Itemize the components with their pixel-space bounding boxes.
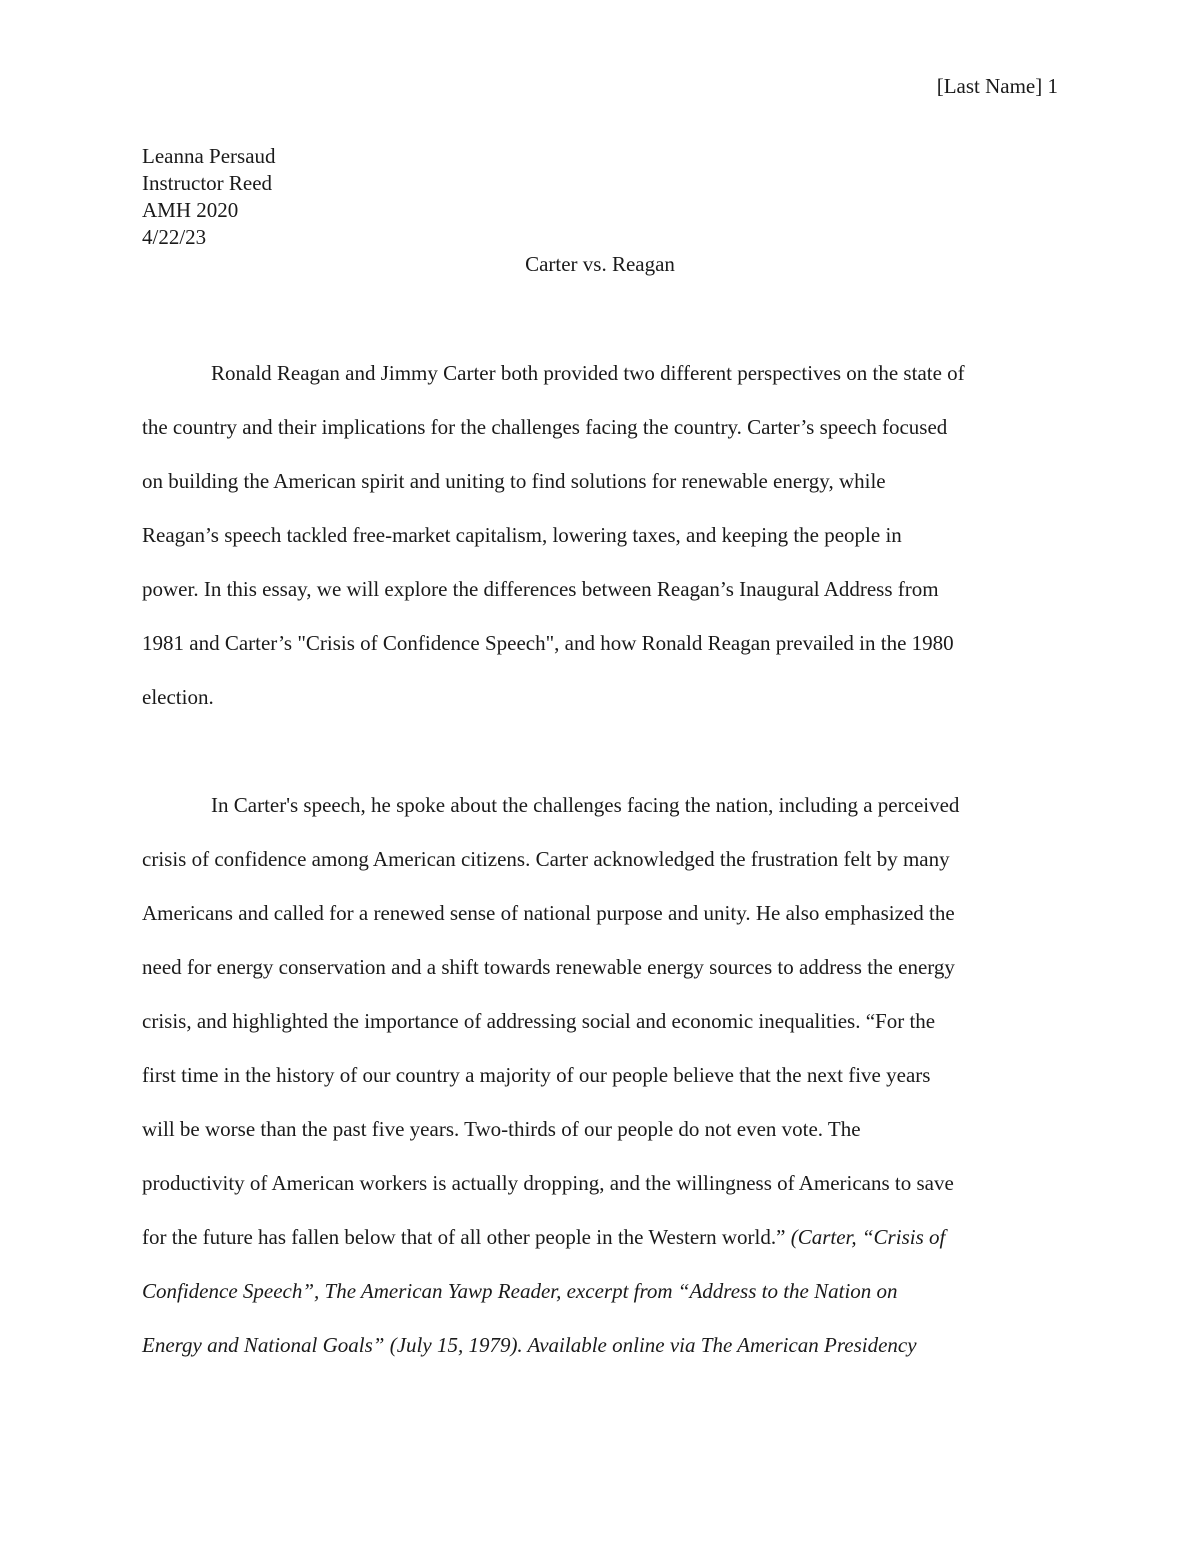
quote-end-text: for the future has fallen below that of all other people in the Western world.” [142,1225,791,1249]
citation-text: (Carter, “Crisis of [790,1225,946,1249]
paragraph-line: Reagan’s speech tackled free-market capitalism, lowering taxes, and keeping the people in [142,523,902,547]
paragraph-line: In Carter's speech, he spoke about the challenges facing the nation, including a perceived [211,793,960,817]
paragraph-line: crisis, and highlighted the importance of addressing social and economic inequalities. “For the [142,1009,936,1033]
paragraph-line: the country and their implications for the challenges facing the country. Carter’s speech focused [142,415,948,439]
paragraph-line: Ronald Reagan and Jimmy Carter both provided two different perspectives on the state of [211,361,965,385]
citation-line: Confidence Speech”, The American Yawp Reader, excerpt from “Address to the Nation on [142,1279,898,1303]
essay-title: Carter vs. Reagan [525,252,675,276]
paragraph-1 [142,346,1058,724]
student-name: Leanna Persaud [142,144,276,168]
paragraph-line: power. In this essay, we will explore the differences between Reagan’s Inaugural Address from [142,577,939,601]
paragraph-line: will be worse than the past five years. Two-thirds of our people do not even vote. The [142,1117,861,1141]
paragraph-line: productivity of American workers is actually dropping, and the willingness of Americans to save [142,1171,954,1195]
running-head: [Last Name] 1 [936,74,1058,98]
paragraph-line: on building the American spirit and uniting to find solutions for renewable energy, while [142,469,886,493]
paragraph-line [142,1210,1058,1264]
paragraph-line: election. [142,685,214,709]
paragraph-line: 1981 and Carter’s "Crisis of Confidence Speech", and how Ronald Reagan prevailed in the 1980 [142,631,954,655]
essay-date: 4/22/23 [142,225,207,249]
paragraph-line: first time in the history of our country a majority of our people believe that the next five years [142,1063,931,1087]
mla-heading-block [142,143,276,251]
paragraph-line: need for energy conservation and a shift towards renewable energy sources to address the energy [142,955,955,979]
paragraph-line: Americans and called for a renewed sense of national purpose and unity. He also emphasized the [142,901,955,925]
citation-line: Energy and National Goals” (July 15, 1979). Available online via The American Presidency [142,1333,917,1357]
paragraph-line: crisis of confidence among American citizens. Carter acknowledged the frustration felt by many [142,847,950,871]
instructor-name: Instructor Reed [142,171,273,195]
paragraph-2 [142,778,1058,1372]
course-code: AMH 2020 [142,198,239,222]
